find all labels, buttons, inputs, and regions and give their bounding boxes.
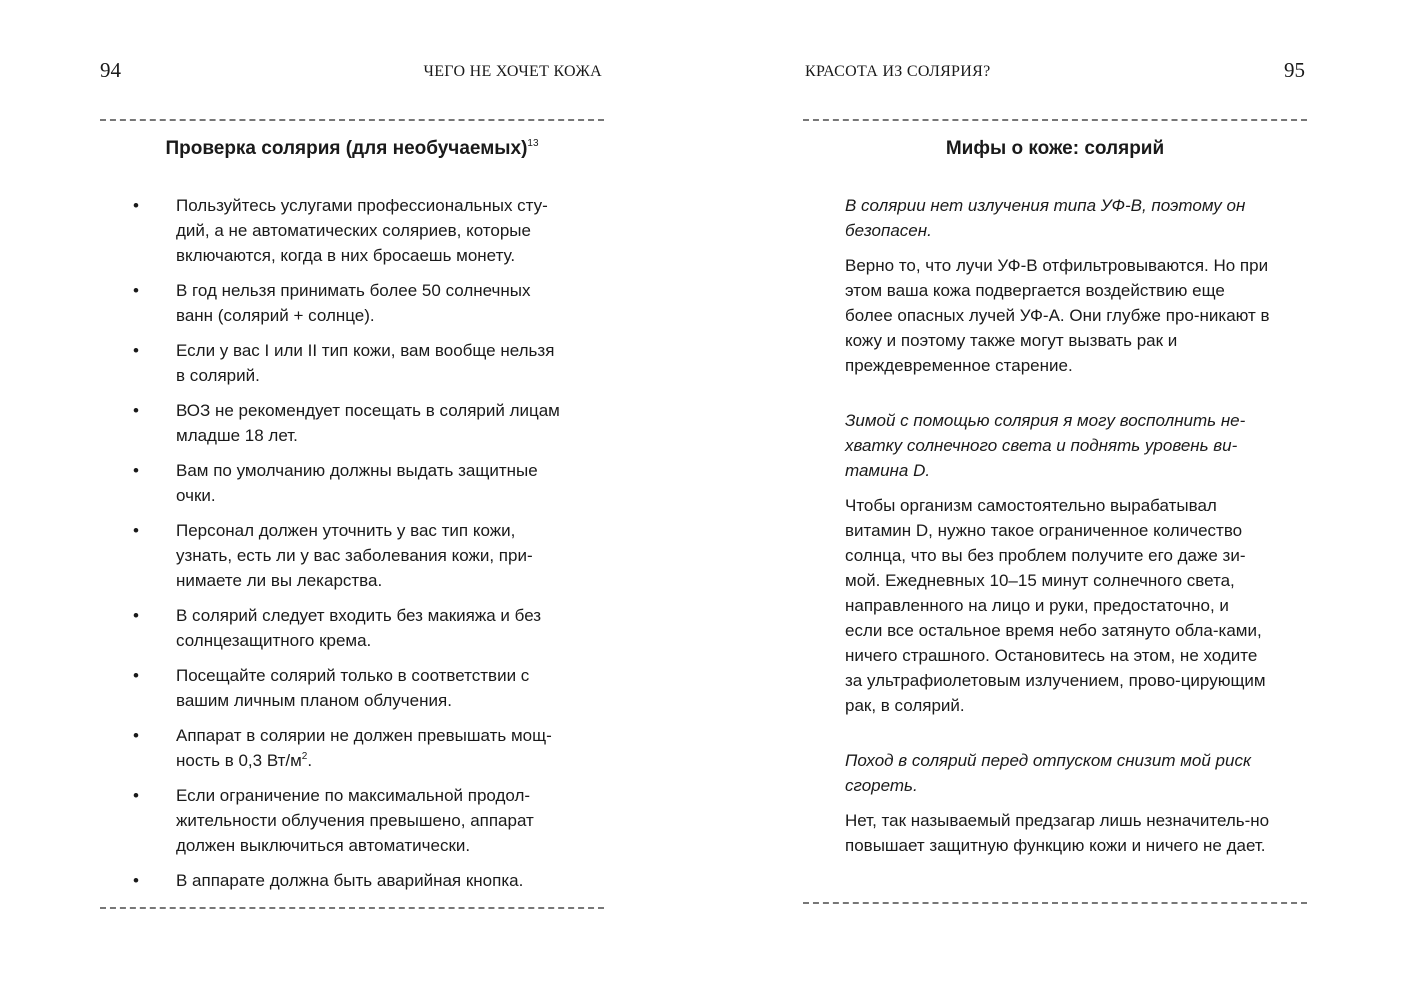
list-item-text: Посещайте солярий только в соответствии с вашим личным планом облучения. bbox=[176, 666, 530, 710]
list-item-text: Аппарат в солярии не должен превышать мощ-ность в 0,3 Вт/м bbox=[176, 726, 552, 770]
list-item-text-end: . bbox=[307, 751, 313, 770]
chapter-title: ЧЕГО НЕ ХОЧЕТ КОЖА bbox=[423, 63, 602, 80]
dashed-divider-top bbox=[803, 119, 1307, 121]
list-item bbox=[100, 518, 566, 593]
list-item-text: Если у вас I или II тип кожи, вам вообще нельзя в солярий. bbox=[176, 341, 555, 385]
bullet-icon: • bbox=[133, 871, 139, 890]
checklist bbox=[100, 193, 566, 903]
page-number: 94 bbox=[100, 58, 121, 82]
myth-answer: Верно то, что лучи УФ-В отфильтровываются. Но при этом ваша кожа подвергается воздействию еще более опасных лучей УФ-А. Они глубже про-никают в кожу и поэтому также могут вызвать рак и преждевременное старение. bbox=[845, 256, 1270, 375]
list-item bbox=[100, 603, 566, 653]
myth-answer: Нет, так называемый предзагар лишь незначитель-но повышает защитную функцию кожи и ничего не дает. bbox=[845, 811, 1270, 855]
myth-answer: Чтобы организм самостоятельно вырабатывал витамин D, нужно такое ограниченное количество солнца, что вы без проблем получите его даже зи-мой. Ежедневных 10–15 минут солнечного света, направленного на лицо и руки, предостаточно, и если все остальное время небо затянуто обла-ками, ничего страшного. Остановитесь на этом, не ходите за ультрафиолетовым излучением, прово-цирующим рак, в солярий. bbox=[845, 496, 1266, 715]
list-item bbox=[100, 193, 566, 268]
bullet-icon: • bbox=[133, 281, 139, 300]
left-page bbox=[100, 0, 604, 1000]
list-item-text: В аппарате должна быть аварийная кнопка. bbox=[176, 871, 524, 890]
dashed-divider-top bbox=[100, 119, 604, 121]
bullet-icon: • bbox=[133, 666, 139, 685]
bullet-icon: • bbox=[133, 196, 139, 215]
list-item bbox=[100, 783, 566, 858]
bullet-icon: • bbox=[133, 786, 139, 805]
list-item-text: ВОЗ не рекомендует посещать в солярий лицам младше 18 лет. bbox=[176, 401, 560, 445]
myth-claim: Зимой с помощью солярия я могу восполнить не-хватку солнечного света и поднять уровень ви-тамина D. bbox=[845, 411, 1246, 480]
list-item bbox=[100, 278, 566, 328]
bullet-icon: • bbox=[133, 606, 139, 625]
dashed-divider-bottom bbox=[803, 902, 1307, 904]
right-page bbox=[803, 0, 1307, 1000]
list-item-text: Персонал должен уточнить у вас тип кожи, узнать, есть ли у вас заболевания кожи, при-нимаете ли вы лекарства. bbox=[176, 521, 533, 590]
bullet-icon: • bbox=[133, 341, 139, 360]
bullet-icon: • bbox=[133, 461, 139, 480]
list-item bbox=[100, 458, 566, 508]
footnote-marker: 13 bbox=[527, 138, 539, 149]
list-item-text: Пользуйтесь услугами профессиональных сту-дий, а не автоматических соляриев, которые включаются, когда в них бросаешь монету. bbox=[176, 196, 548, 265]
list-item bbox=[100, 663, 566, 713]
bullet-icon: • bbox=[133, 401, 139, 420]
list-item-text: Вам по умолчанию должны выдать защитные очки. bbox=[176, 461, 538, 505]
myths-list bbox=[845, 193, 1270, 858]
list-item bbox=[100, 723, 566, 773]
page-number: 95 bbox=[1284, 58, 1305, 82]
section-title-text: Проверка солярия (для необучаемых) bbox=[165, 138, 528, 159]
chapter-title: КРАСОТА ИЗ СОЛЯРИЯ? bbox=[805, 63, 991, 80]
list-item-text: В год нельзя принимать более 50 солнечных ванн (солярий + солнце). bbox=[176, 281, 531, 325]
list-item-text: Если ограничение по максимальной продол-жительности облучения превышено, аппарат должен выключиться автоматически. bbox=[176, 786, 534, 855]
list-item-text: В солярий следует входить без макияжа и без солнцезащитного крема. bbox=[176, 606, 542, 650]
bullet-icon: • bbox=[133, 521, 139, 540]
superscript: 2 bbox=[301, 751, 308, 762]
myth-claim: В солярии нет излучения типа УФ-В, поэтому он безопасен. bbox=[845, 196, 1246, 240]
bullet-icon: • bbox=[133, 726, 139, 745]
section-title: Мифы о коже: солярий bbox=[945, 138, 1165, 159]
myth-claim: Поход в солярий перед отпуском снизит мой риск сгореть. bbox=[845, 751, 1251, 795]
list-item bbox=[100, 868, 566, 893]
dashed-divider-bottom bbox=[100, 907, 604, 909]
section-title bbox=[100, 138, 604, 160]
running-head bbox=[100, 58, 604, 88]
list-item bbox=[100, 338, 566, 388]
running-head bbox=[803, 58, 1307, 88]
list-item bbox=[100, 398, 566, 448]
